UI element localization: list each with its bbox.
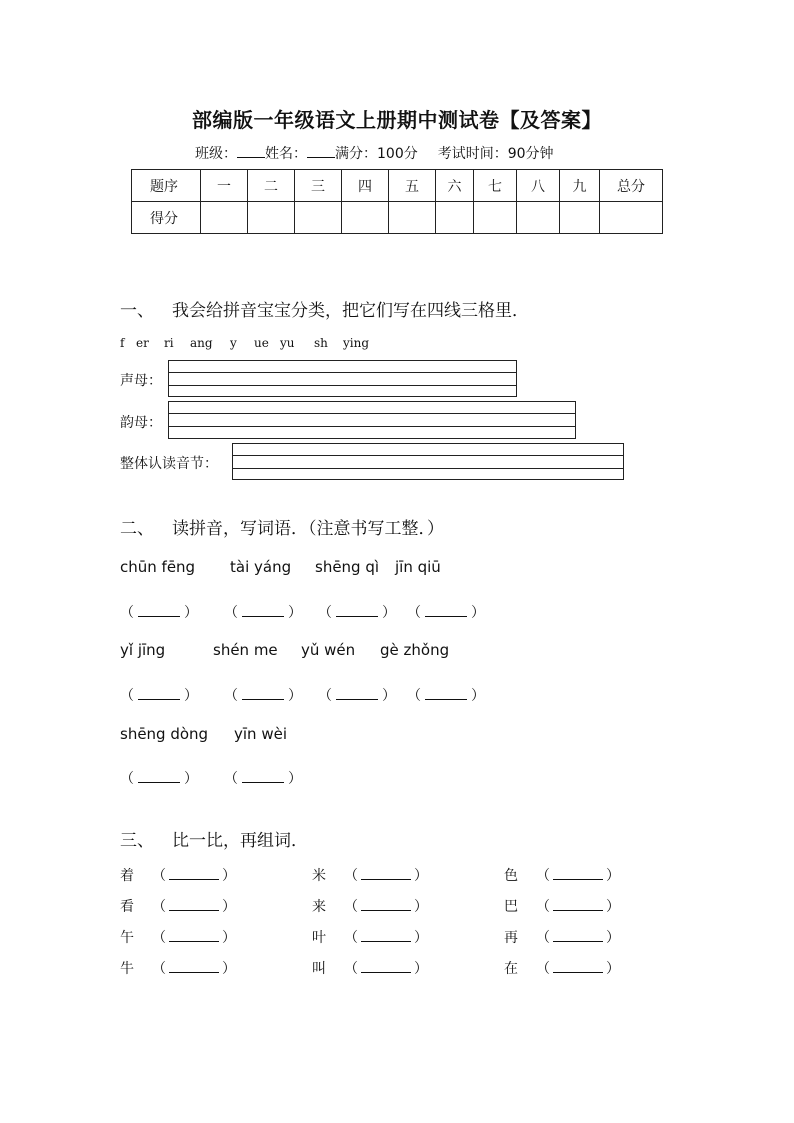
pinyin-letter: sh <box>314 336 328 350</box>
answer-blank[interactable]: （ ） <box>318 688 396 704</box>
answer-blank[interactable]: （ ） <box>224 605 302 621</box>
compare-item[interactable]: 色 （ ） <box>504 868 620 884</box>
exam-info-line <box>195 143 554 163</box>
compare-item[interactable]: 再 （ ） <box>504 930 620 946</box>
compare-item[interactable]: 着 （ ） <box>120 868 236 884</box>
answer-blank[interactable]: （ ） <box>120 605 198 621</box>
answer-blank[interactable]: （ ） <box>407 688 485 704</box>
pinyin-word: shén me <box>213 641 278 659</box>
compare-item[interactable]: 看 （ ） <box>120 899 236 915</box>
zhengti-writing-lines[interactable] <box>232 443 624 480</box>
score-cell[interactable] <box>295 202 342 234</box>
table-header-cell: 三 <box>295 170 342 202</box>
compare-item[interactable]: 牛 （ ） <box>120 961 236 977</box>
section1-title: 我会给拼音宝宝分类，把它们写在四线三格里． <box>172 301 529 321</box>
pinyin-word: chūn fēng <box>120 558 196 576</box>
compare-item[interactable]: 午 （ ） <box>120 930 236 946</box>
pinyin-word: yīn wèi <box>234 725 287 743</box>
shengmu-writing-lines[interactable] <box>168 360 517 397</box>
score-cell[interactable] <box>342 202 389 234</box>
table-header-cell: 七 <box>474 170 517 202</box>
pinyin-letter: yu <box>280 336 295 350</box>
score-row-label: 得分 <box>132 202 201 234</box>
section2-number: 二、 <box>120 519 154 539</box>
pinyin-letter: f <box>120 336 125 350</box>
pinyin-letter: ang <box>190 336 213 350</box>
table-header-cell: 八 <box>517 170 560 202</box>
table-header-cell: 二 <box>248 170 295 202</box>
pinyin-word: jīn qiū <box>395 558 441 576</box>
score-cell[interactable] <box>248 202 295 234</box>
pinyin-letter: ying <box>343 336 370 350</box>
score-table <box>131 169 663 234</box>
answer-blank[interactable]: （ ） <box>120 771 198 787</box>
answer-blank[interactable]: （ ） <box>407 605 485 621</box>
yunmu-label: 韵母： <box>120 415 162 431</box>
pinyin-word: yǔ wén <box>301 641 356 659</box>
compare-item[interactable]: 巴 （ ） <box>504 899 620 915</box>
answer-blank[interactable]: （ ） <box>224 688 302 704</box>
pinyin-word: yǐ jīng <box>120 641 166 659</box>
pinyin-word: tài yáng <box>230 558 292 576</box>
pinyin-letter: ue <box>254 336 269 350</box>
table-header-cell: 一 <box>201 170 248 202</box>
section3-number: 三、 <box>120 831 154 851</box>
score-cell[interactable] <box>600 202 663 234</box>
score-cell[interactable] <box>474 202 517 234</box>
table-header-cell: 题序 <box>132 170 201 202</box>
score-cell[interactable] <box>560 202 600 234</box>
answer-blank[interactable]: （ ） <box>224 771 302 787</box>
compare-item[interactable]: 来 （ ） <box>312 899 428 915</box>
zhengti-label: 整体认读音节： <box>120 456 218 472</box>
score-table-header-row <box>132 170 663 202</box>
page-title: 部编版一年级语文上册期中测试卷【及答案】 <box>192 108 602 132</box>
section1-heading <box>120 296 529 321</box>
section2-title: 读拼音，写词语．（注意书写工整．） <box>172 519 444 539</box>
score-cell[interactable] <box>389 202 436 234</box>
name-blank[interactable] <box>307 145 335 158</box>
section1-number: 一、 <box>120 301 154 321</box>
score-cell[interactable] <box>201 202 248 234</box>
full-score-label: 满分：100分 <box>335 146 418 162</box>
exam-time-label: 考试时间：90分钟 <box>437 146 554 162</box>
class-label: 班级： <box>195 146 237 162</box>
answer-blank[interactable]: （ ） <box>120 688 198 704</box>
section2-heading <box>120 514 444 539</box>
section3-heading <box>120 826 308 851</box>
class-blank[interactable] <box>237 145 265 158</box>
pinyin-word: shēng dòng <box>120 725 209 743</box>
score-table-score-row <box>132 202 663 234</box>
section3-title: 比一比，再组词． <box>172 831 308 851</box>
score-cell[interactable] <box>436 202 474 234</box>
shengmu-label: 声母： <box>120 373 162 389</box>
pinyin-word: shēng qì <box>315 558 380 576</box>
score-cell[interactable] <box>517 202 560 234</box>
name-label: 姓名： <box>265 146 307 162</box>
yunmu-writing-lines[interactable] <box>168 401 576 439</box>
compare-item[interactable]: 叫 （ ） <box>312 961 428 977</box>
pinyin-letter: y <box>230 336 237 350</box>
compare-item[interactable]: 叶 （ ） <box>312 930 428 946</box>
compare-item[interactable]: 在 （ ） <box>504 961 620 977</box>
table-header-cell: 总分 <box>600 170 663 202</box>
pinyin-word: gè zhǒng <box>380 641 450 659</box>
pinyin-letter: er <box>136 336 149 350</box>
table-header-cell: 五 <box>389 170 436 202</box>
answer-blank[interactable]: （ ） <box>318 605 396 621</box>
table-header-cell: 九 <box>560 170 600 202</box>
pinyin-letter: ri <box>164 336 174 350</box>
compare-item[interactable]: 米 （ ） <box>312 868 428 884</box>
table-header-cell: 六 <box>436 170 474 202</box>
table-header-cell: 四 <box>342 170 389 202</box>
